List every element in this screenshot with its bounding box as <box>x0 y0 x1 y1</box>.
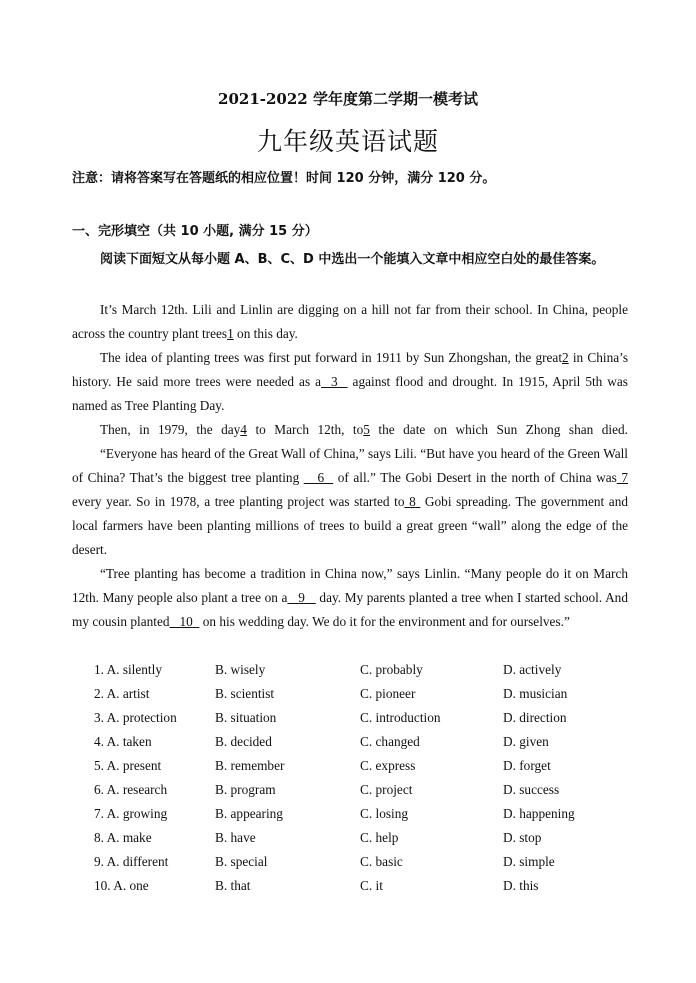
option-d: D. forget <box>503 758 551 773</box>
option-b: B. special <box>215 854 268 869</box>
blank-5: 5 <box>363 422 370 437</box>
passage-paragraph-2 <box>72 346 628 418</box>
option-a: 8. A. make <box>94 830 152 845</box>
option-c: C. introduction <box>360 710 441 725</box>
option-row-6 <box>94 778 614 802</box>
option-d: D. actively <box>503 662 562 677</box>
option-a: 4. A. taken <box>94 734 152 749</box>
p3-text-a: Then, in 1979, the day <box>100 422 241 437</box>
option-b: B. remember <box>215 758 285 773</box>
option-c: C. losing <box>360 806 409 821</box>
p5-text-d: on his wedding day. We do it for the environment and for ourselves.” <box>199 614 570 629</box>
blank-10 <box>170 614 200 629</box>
option-row-5 <box>94 754 614 778</box>
option-b: B. program <box>215 782 276 797</box>
option-a: 5. A. present <box>94 758 162 773</box>
option-b: B. appearing <box>215 806 283 821</box>
option-c: C. help <box>360 830 399 845</box>
option-c: C. changed <box>360 734 420 749</box>
blank-9 <box>287 590 315 605</box>
passage-paragraph-3 <box>72 418 628 442</box>
section-instruction: 阅读下面短文从每小题 A、B、C、D 中选出一个能填入文章中相应空白处的最佳答案。 <box>100 252 605 267</box>
p5-text-a: “Tree planting has become a tradition in China now,” says Linlin. “Many people do it on March 12th. Many people also plant a tree on a <box>72 566 628 605</box>
blank-7 <box>617 470 628 485</box>
option-row-3 <box>94 706 614 730</box>
option-b: B. situation <box>215 710 277 725</box>
blank-4: 4 <box>240 422 247 437</box>
option-c: C. express <box>360 758 416 773</box>
blank-6-number: 6 <box>317 470 325 485</box>
p1-text-c: on this day. <box>233 326 298 341</box>
blank-3 <box>321 374 348 389</box>
blank-2: 2 <box>562 350 569 365</box>
option-a: 6. A. research <box>94 782 168 797</box>
exam-title: 2021-2022 学年度第二学期一模考试 <box>218 90 478 108</box>
option-c: C. pioneer <box>360 686 416 701</box>
option-d: D. given <box>503 734 549 749</box>
p4-text-c: of all.” The Gobi Desert in the north of China was <box>333 470 617 485</box>
blank-9-number: 9 <box>298 590 305 605</box>
option-a: 2. A. artist <box>94 686 150 701</box>
option-a: 1. A. silently <box>94 662 162 677</box>
option-c: C. basic <box>360 854 403 869</box>
answer-options <box>94 658 614 898</box>
option-d: D. stop <box>503 830 542 845</box>
blank-1: 1 <box>227 326 234 341</box>
option-a: 3. A. protection <box>94 710 177 725</box>
option-c: C. probably <box>360 662 423 677</box>
option-a: 7. A. growing <box>94 806 168 821</box>
option-b: B. decided <box>215 734 272 749</box>
blank-8 <box>405 494 421 509</box>
blank-8-number: 8 <box>409 494 416 509</box>
option-b: B. wisely <box>215 662 266 677</box>
p2-text-d: against flood and drought. In 1915, April 5th was named as Tree Planting Day. <box>72 374 628 413</box>
option-row-4 <box>94 730 614 754</box>
p4-text-a: “Everyone has heard of the Great Wall of China,” says Lili. “But have you heard of the Green Wall of China? That’s the biggest tree planting <box>72 446 628 485</box>
option-a: 9. A. different <box>94 854 169 869</box>
option-d: D. success <box>503 782 560 797</box>
option-d: D. musician <box>503 686 568 701</box>
option-d: D. happening <box>503 806 575 821</box>
exam-notice: 注意：请将答案写在答题纸的相应位置！时间 120 分钟，满分 120 分。 <box>72 171 496 186</box>
blank-10-number: 10 <box>179 614 193 629</box>
option-b: B. scientist <box>215 686 275 701</box>
option-b: B. have <box>215 830 256 845</box>
option-c: C. it <box>360 878 383 893</box>
p3-text-d: the date on which Sun Zhong shan died. <box>369 422 628 437</box>
option-row-1 <box>94 658 614 682</box>
blank-6 <box>304 470 333 485</box>
p2-text-c: in China’s history. He said more trees were needed as a <box>72 350 628 389</box>
passage-paragraph-4 <box>72 442 628 562</box>
option-c: C. project <box>360 782 413 797</box>
passage-paragraph-1 <box>72 298 628 346</box>
subject-title: 九年级英语试题 <box>256 127 439 156</box>
option-row-10 <box>94 874 614 898</box>
reading-passage <box>72 298 628 634</box>
p2-text-a: The idea of planting trees was first put forward in 1911 by Sun Zhongshan, the great <box>100 350 563 365</box>
p1-text-a: It’s March 12th. Lili and Linlin are digging on a hill not far from their school. In China, people across the country plant trees <box>72 302 628 341</box>
option-a: 10. A. one <box>94 878 149 893</box>
option-b: B. that <box>215 878 251 893</box>
option-row-9 <box>94 850 614 874</box>
blank-3-number: 3 <box>330 374 338 389</box>
p5-text-c: day. My parents planted a tree when I started school. And my cousin planted <box>72 590 628 629</box>
blank-7-number: 7 <box>621 470 628 485</box>
p3-text-c: to March 12th, to <box>246 422 364 437</box>
option-d: D. this <box>503 878 539 893</box>
p4-text-e: Gobi spreading. The government and local farmers have been planting millions of trees to build a great green “wall” along the edge of the desert. <box>72 494 629 557</box>
section-heading: 一、完形填空（共 10 小题, 满分 15 分） <box>72 224 318 239</box>
option-row-7 <box>94 802 614 826</box>
p4-text-d: every year. So in 1978, a tree planting project was started to <box>72 494 405 509</box>
option-row-8 <box>94 826 614 850</box>
passage-paragraph-5 <box>72 562 628 634</box>
option-d: D. direction <box>503 710 567 725</box>
option-row-2 <box>94 682 614 706</box>
option-d: D. simple <box>503 854 555 869</box>
